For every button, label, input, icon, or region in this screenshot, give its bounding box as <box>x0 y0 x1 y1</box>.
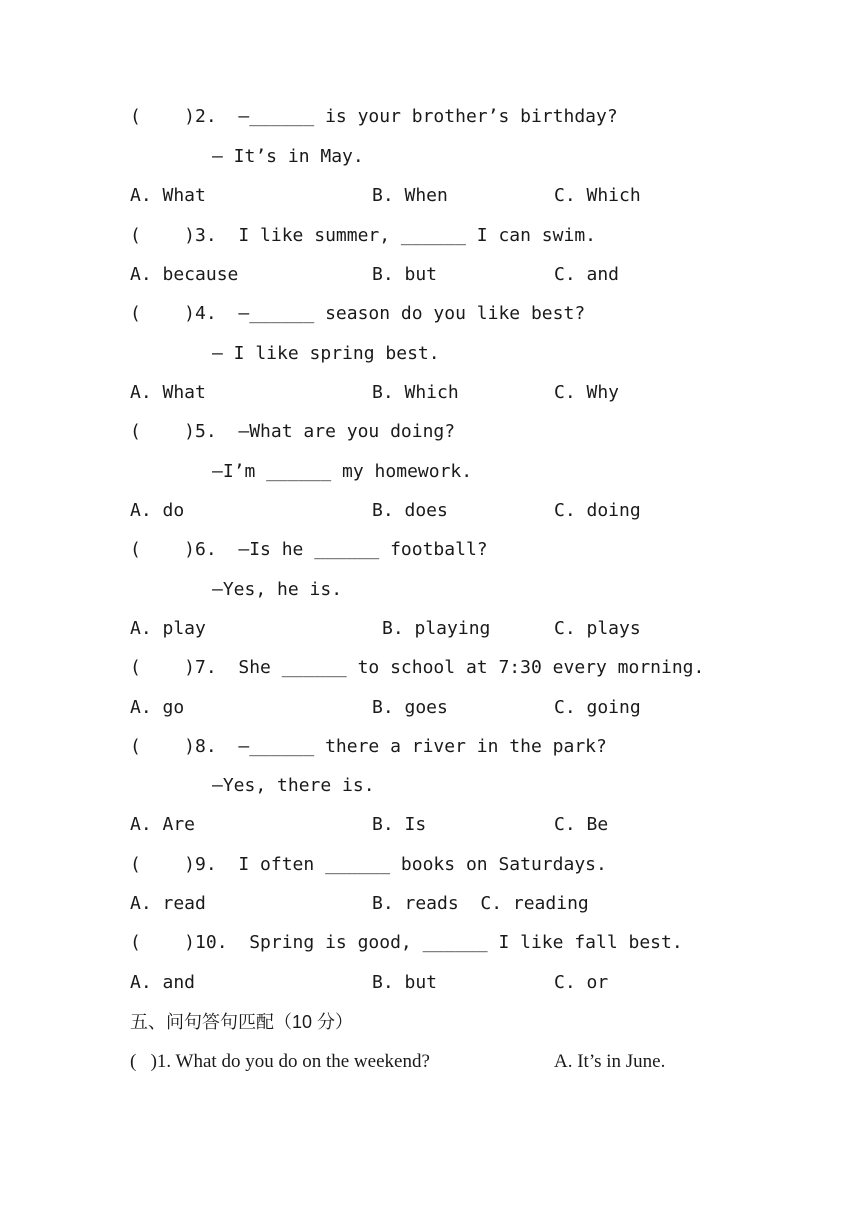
question-10-option-b: B. but <box>372 972 438 993</box>
question-9-option-a: A. read <box>130 893 206 914</box>
question-5-option-c: C. doing <box>554 500 641 521</box>
question-6-answer: —Yes, he is. <box>212 579 343 600</box>
question-4-option-a: A. What <box>130 382 206 403</box>
question-5-answer: —I’m ______ my homework. <box>212 461 473 482</box>
question-10-option-c: C. or <box>554 972 609 993</box>
question-6-option-c: C. plays <box>554 618 641 639</box>
question-4-option-c: C. Why <box>554 382 620 403</box>
question-5-stem: ( )5. —What are you doing? <box>130 421 456 442</box>
section-5-heading: 五、问句答句匹配（10 分） <box>130 1012 354 1032</box>
question-4-option-b: B. Which <box>372 382 459 403</box>
question-2-stem: ( )2. —______ is your brother’s birthday? <box>130 106 618 127</box>
question-7-option-b: B. goes <box>372 697 448 718</box>
question-6-option-b: B. playing <box>382 618 491 639</box>
question-9-stem: ( )9. I often ______ books on Saturdays. <box>130 854 607 875</box>
question-4-answer: — I like spring best. <box>212 343 440 364</box>
question-2-option-c: C. Which <box>554 185 641 206</box>
question-9-option-b-c: B. reads C. reading <box>372 893 589 914</box>
question-6-option-a: A. play <box>130 618 206 639</box>
question-5-option-b: B. does <box>372 500 448 521</box>
question-7-option-a: A. go <box>130 697 185 718</box>
question-8-stem: ( )8. —______ there a river in the park? <box>130 736 607 757</box>
question-7-stem: ( )7. She ______ to school at 7:30 every morning. <box>130 657 705 678</box>
question-8-answer: —Yes, there is. <box>212 775 375 796</box>
question-2-option-b: B. When <box>372 185 448 206</box>
question-7-option-c: C. going <box>554 697 641 718</box>
section-5-item-1-answer: A. It’s in June. <box>554 1051 666 1072</box>
question-2-option-a: A. What <box>130 185 206 206</box>
question-10-stem: ( )10. Spring is good, ______ I like fall best. <box>130 932 683 953</box>
section-5-item-1: ( )1. What do you do on the weekend? <box>130 1051 430 1072</box>
question-8-option-a: A. Are <box>130 814 196 835</box>
question-2-answer: — It’s in May. <box>212 146 364 167</box>
question-3-option-b: B. but <box>372 264 438 285</box>
question-8-option-b: B. Is <box>372 814 427 835</box>
question-3-option-a: A. because <box>130 264 239 285</box>
question-3-stem: ( )3. I like summer, ______ I can swim. <box>130 225 596 246</box>
question-10-option-a: A. and <box>130 972 196 993</box>
question-5-option-a: A. do <box>130 500 185 521</box>
question-4-stem: ( )4. —______ season do you like best? <box>130 303 586 324</box>
question-8-option-c: C. Be <box>554 814 609 835</box>
question-6-stem: ( )6. —Is he ______ football? <box>130 539 488 560</box>
question-3-option-c: C. and <box>554 264 620 285</box>
